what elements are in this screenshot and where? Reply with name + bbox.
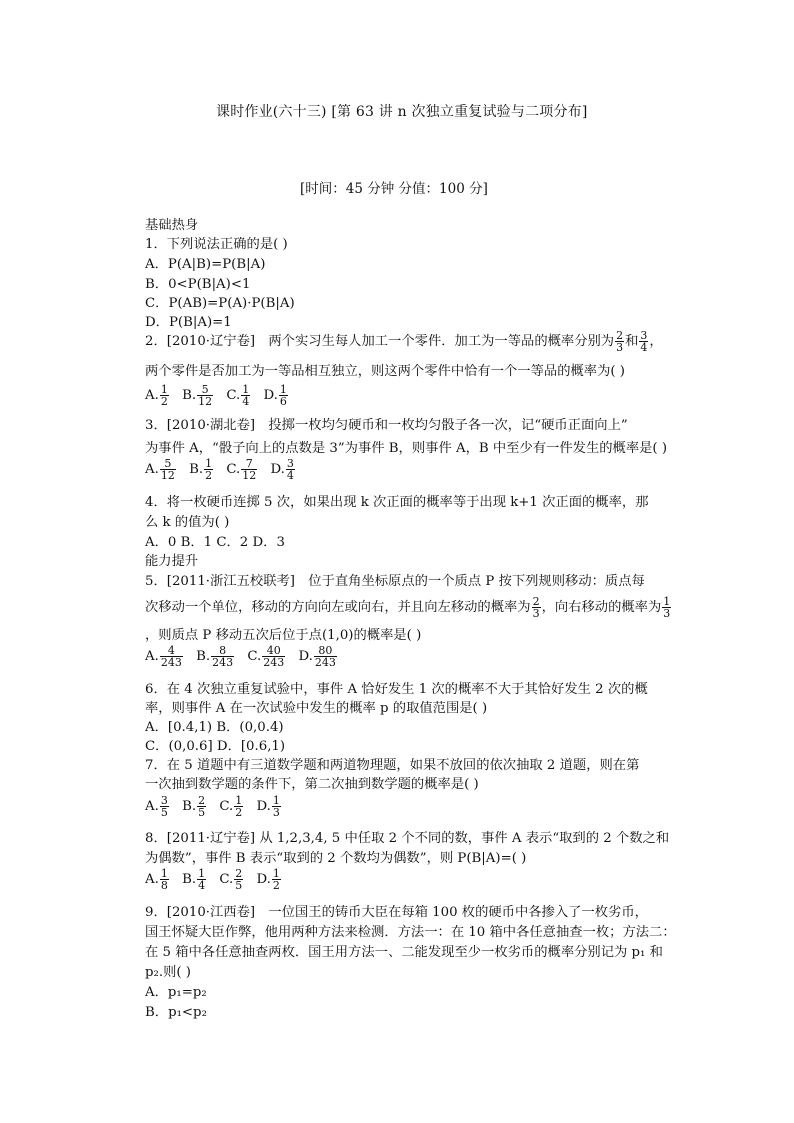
question-1-option-d: D．P(B|A)=1 (145, 315, 232, 330)
question-9-line-1: 9．[2010·江西卷] 一位国王的铸币大臣在每箱 100 枚的硬币中各掺入了一枚劣币， (145, 905, 648, 920)
option: C. $\frac{2}{5}$ (219, 867, 243, 892)
question-2-text-pre: 2．[2010·辽宁卷] 两个实习生每人加工一个零件．加工为一等品的概率分别为 (145, 334, 615, 349)
question-3-options (145, 458, 304, 481)
question-5-options (145, 645, 346, 668)
fraction: $\frac{1}{3}$ (663, 595, 671, 620)
question-5-line-2: 次移动一个单位，移动的方向向左或向右，并且向左移动的概率为 $\frac{2}{3}$ ，向右移动的概率为 $\frac{1}{3}$ (145, 595, 671, 620)
option: C. $\frac{1}{4}$ (226, 383, 250, 408)
question-7-line-1: 7．在 5 道题中有三道数学题和两道物理题，如果不放回的依次抽取 2 道题，则在第 (145, 758, 640, 773)
question-1-option-c: C．P(AB)=P(A)·P(B|A) (145, 296, 295, 311)
question-7-options (145, 795, 290, 818)
question-2-line-1: 2．[2010·辽宁卷] 两个实习生每人加工一个零件．加工为一等品的概率分别为 $\frac{2}{3}$ 和 $\frac{3}{4}$ ， (145, 329, 663, 354)
question-6-options-cd: C．(0,0.6] D．[0.6,1) (145, 739, 286, 754)
option: B. $\frac{8}{243}$ (196, 644, 234, 669)
question-8-options (145, 868, 290, 891)
page-title: 课时作业(六十三) [第 63 讲 n 次独立重复试验与二项分布] (216, 104, 588, 120)
question-5-line-1: 5．[2011·浙江五校联考] 位于直角坐标原点的一个质点 P 按下列规则移动：质点每 (145, 574, 645, 589)
question-2-options (145, 384, 297, 407)
option: B. $\frac{5}{12}$ (182, 383, 213, 408)
fraction: $\frac{3}{4}$ (640, 329, 648, 354)
fraction: $\frac{2}{3}$ (616, 329, 624, 354)
question-1-stem: 1．下列说法正确的是( ) (145, 237, 288, 252)
question-9-line-2: 国王怀疑大臣作弊，他用两种方法来检测．方法一：在 10 箱中各任意抽查一枚；方法二： (145, 925, 676, 940)
option: D. $\frac{1}{2}$ (256, 867, 280, 892)
question-9-option-b: B．p₁<p₂ (145, 1005, 207, 1020)
time-score-info: [时间：45 分钟 分值：100 分] (300, 181, 488, 197)
question-9-line-4: p₂.则( ) (145, 965, 191, 980)
option: A. $\frac{5}{12}$ (145, 457, 175, 482)
question-7-line-2: 一次抽到数学题的条件下，第二次抽到数学题的概率是( ) (145, 777, 479, 792)
option: C. $\frac{40}{243}$ (247, 644, 285, 669)
question-1-option-b: B．0<P(B|A)<1 (145, 277, 251, 292)
option: A. $\frac{1}{2}$ (145, 383, 168, 408)
option: A. $\frac{4}{243}$ (145, 644, 182, 669)
question-8-line-1: 8．[2011·辽宁卷] 从 1,2,3,4, 5 中任取 2 个不同的数，事件 A 表示“取到的 2 个数之和 (145, 831, 670, 846)
fraction: $\frac{2}{3}$ (532, 595, 540, 620)
question-3-line-2: 为事件 A，“骰子向上的点数是 3”为事件 B，则事件 A，B 中至少有一件发生的概率是( ) (145, 441, 668, 456)
question-9-option-a: A．p₁=p₂ (145, 985, 207, 1000)
option: B. $\frac{1}{2}$ (189, 457, 213, 482)
option: A. $\frac{3}{5}$ (145, 794, 168, 819)
question-3-line-1: 3．[2010·湖北卷] 投掷一枚均匀硬币和一枚均匀骰子各一次，记“硬币正面向上” (145, 418, 628, 433)
question-6-line-1: 6．在 4 次独立重复试验中，事件 A 恰好发生 1 次的概率不大于其恰好发生 2 次的概 (145, 682, 648, 697)
question-6-options-ab: A．[0.4,1) B．(0,0.4) (145, 720, 284, 735)
option: D. $\frac{1}{6}$ (263, 383, 287, 408)
option: C. $\frac{7}{12}$ (226, 457, 257, 482)
question-8-line-2: 为偶数”，事件 B 表示“取到的 2 个数均为偶数”，则 P(B|A)=( ) (145, 851, 527, 866)
option: D. $\frac{3}{4}$ (270, 457, 294, 482)
option: D. $\frac{80}{243}$ (298, 644, 336, 669)
question-4-line-2: 么 k 的值为( ) (145, 515, 230, 530)
question-2-line-2: 两个零件是否加工为一等品相互独立，则这两个零件中恰有一个一等品的概率为( ) (145, 364, 625, 379)
question-1-option-a: A．P(A|B)=P(B|A) (145, 257, 266, 272)
section-basic-heading: 基础热身 (145, 218, 199, 233)
question-6-line-2: 率，则事件 A 在一次试验中发生的概率 p 的取值范围是( ) (145, 701, 488, 716)
option: A. $\frac{1}{8}$ (145, 867, 168, 892)
option: D. $\frac{1}{3}$ (256, 794, 280, 819)
question-5-line-3: ，则质点 P 移动五次后位于点(1,0)的概率是( ) (145, 628, 422, 643)
option: B. $\frac{2}{5}$ (182, 794, 206, 819)
question-4-options: A．0 B．1 C．2 D．3 (145, 535, 285, 550)
option: C. $\frac{1}{2}$ (219, 794, 243, 819)
option: B. $\frac{1}{4}$ (182, 867, 206, 892)
section-advanced-heading: 能力提升 (145, 554, 199, 569)
question-4-line-1: 4．将一枚硬币连掷 5 次，如果出现 k 次正面的概率等于出现 k+1 次正面的概率，那 (145, 495, 649, 510)
question-9-line-3: 在 5 箱中各任意抽查两枚．国王用方法一、二能发现至少一枚劣币的概率分别记为 p₁ 和 (145, 945, 663, 960)
